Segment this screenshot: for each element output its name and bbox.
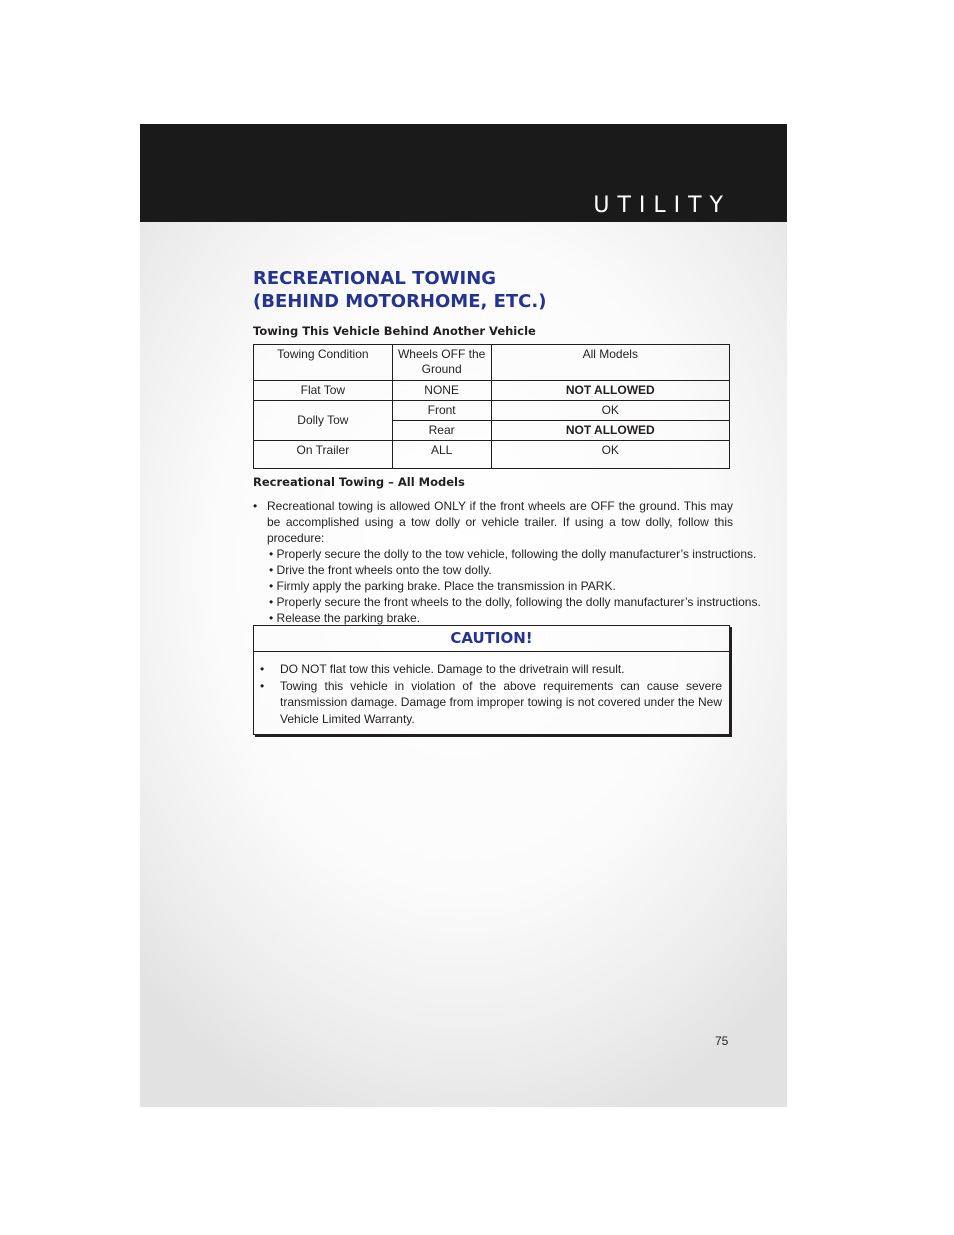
- cell-result: OK: [491, 401, 729, 421]
- recreational-title: Recreational Towing – All Models: [253, 475, 465, 489]
- header-bar: [140, 124, 787, 222]
- header-wheels-off: Wheels OFF the Ground: [392, 345, 491, 381]
- caution-item-text: Towing this vehicle in violation of the above requirements can cause severe transmission damage. Damage from improper towing is not covered under the New Vehicle Limited Warranty.: [280, 678, 722, 726]
- page-number: 75: [715, 1034, 729, 1048]
- caution-item-text: DO NOT flat tow this vehicle. Damage to the drivetrain will result.: [280, 662, 625, 676]
- procedure-step: • Properly secure the front wheels to the dolly, following the dolly manufacturer’s instructions.: [269, 595, 761, 609]
- procedure-step: • Release the parking brake.: [269, 611, 420, 625]
- cell-result: NOT ALLOWED: [491, 421, 729, 441]
- table-row: [254, 441, 730, 469]
- cell-result: NOT ALLOWED: [491, 381, 729, 401]
- header-towing-condition: Towing Condition: [254, 345, 393, 381]
- bullet-icon: •: [253, 499, 258, 513]
- cell-result: OK: [491, 441, 729, 469]
- caution-item: [260, 661, 722, 678]
- cell-wheels: Rear: [392, 421, 491, 441]
- table-header-row: [254, 345, 730, 381]
- cell-condition: On Trailer: [254, 441, 393, 469]
- page-heading: [253, 267, 733, 313]
- cell-wheels: NONE: [392, 381, 491, 401]
- header-all-models: All Models: [491, 345, 729, 381]
- bullet-icon: •: [260, 662, 265, 676]
- list-item-text: Recreational towing is allowed ONLY if the front wheels are OFF the ground. This may be accomplished using a tow dolly or vehicle trailer. If using a tow dolly, follow this procedure:: [267, 499, 733, 545]
- caution-item: [260, 678, 722, 728]
- caution-title: CAUTION!: [254, 626, 729, 652]
- cell-wheels: ALL: [392, 441, 491, 469]
- procedure-step: • Firmly apply the parking brake. Place the transmission in PARK.: [269, 579, 616, 593]
- heading-line-2: (BEHIND MOTORHOME, ETC.): [253, 291, 547, 312]
- towing-table: [253, 344, 730, 469]
- table-row: [254, 381, 730, 401]
- cell-wheels: Front: [392, 401, 491, 421]
- cell-condition: Dolly Tow: [254, 401, 393, 441]
- caution-list: [254, 652, 729, 727]
- list-item: [253, 498, 733, 546]
- manual-page: [140, 124, 787, 1107]
- table-title: Towing This Vehicle Behind Another Vehicle: [253, 324, 536, 338]
- section-title: UTILITY: [593, 193, 731, 218]
- procedure-step: • Properly secure the dolly to the tow vehicle, following the dolly manufacturer’s instructions.: [269, 547, 757, 561]
- table-row: [254, 401, 730, 421]
- cell-condition: Flat Tow: [254, 381, 393, 401]
- recreational-list: [253, 498, 761, 626]
- bullet-icon: •: [260, 678, 265, 693]
- heading-line-1: RECREATIONAL TOWING: [253, 268, 497, 289]
- procedure-step: • Drive the front wheels onto the tow dolly.: [269, 563, 492, 577]
- caution-box: [253, 625, 730, 735]
